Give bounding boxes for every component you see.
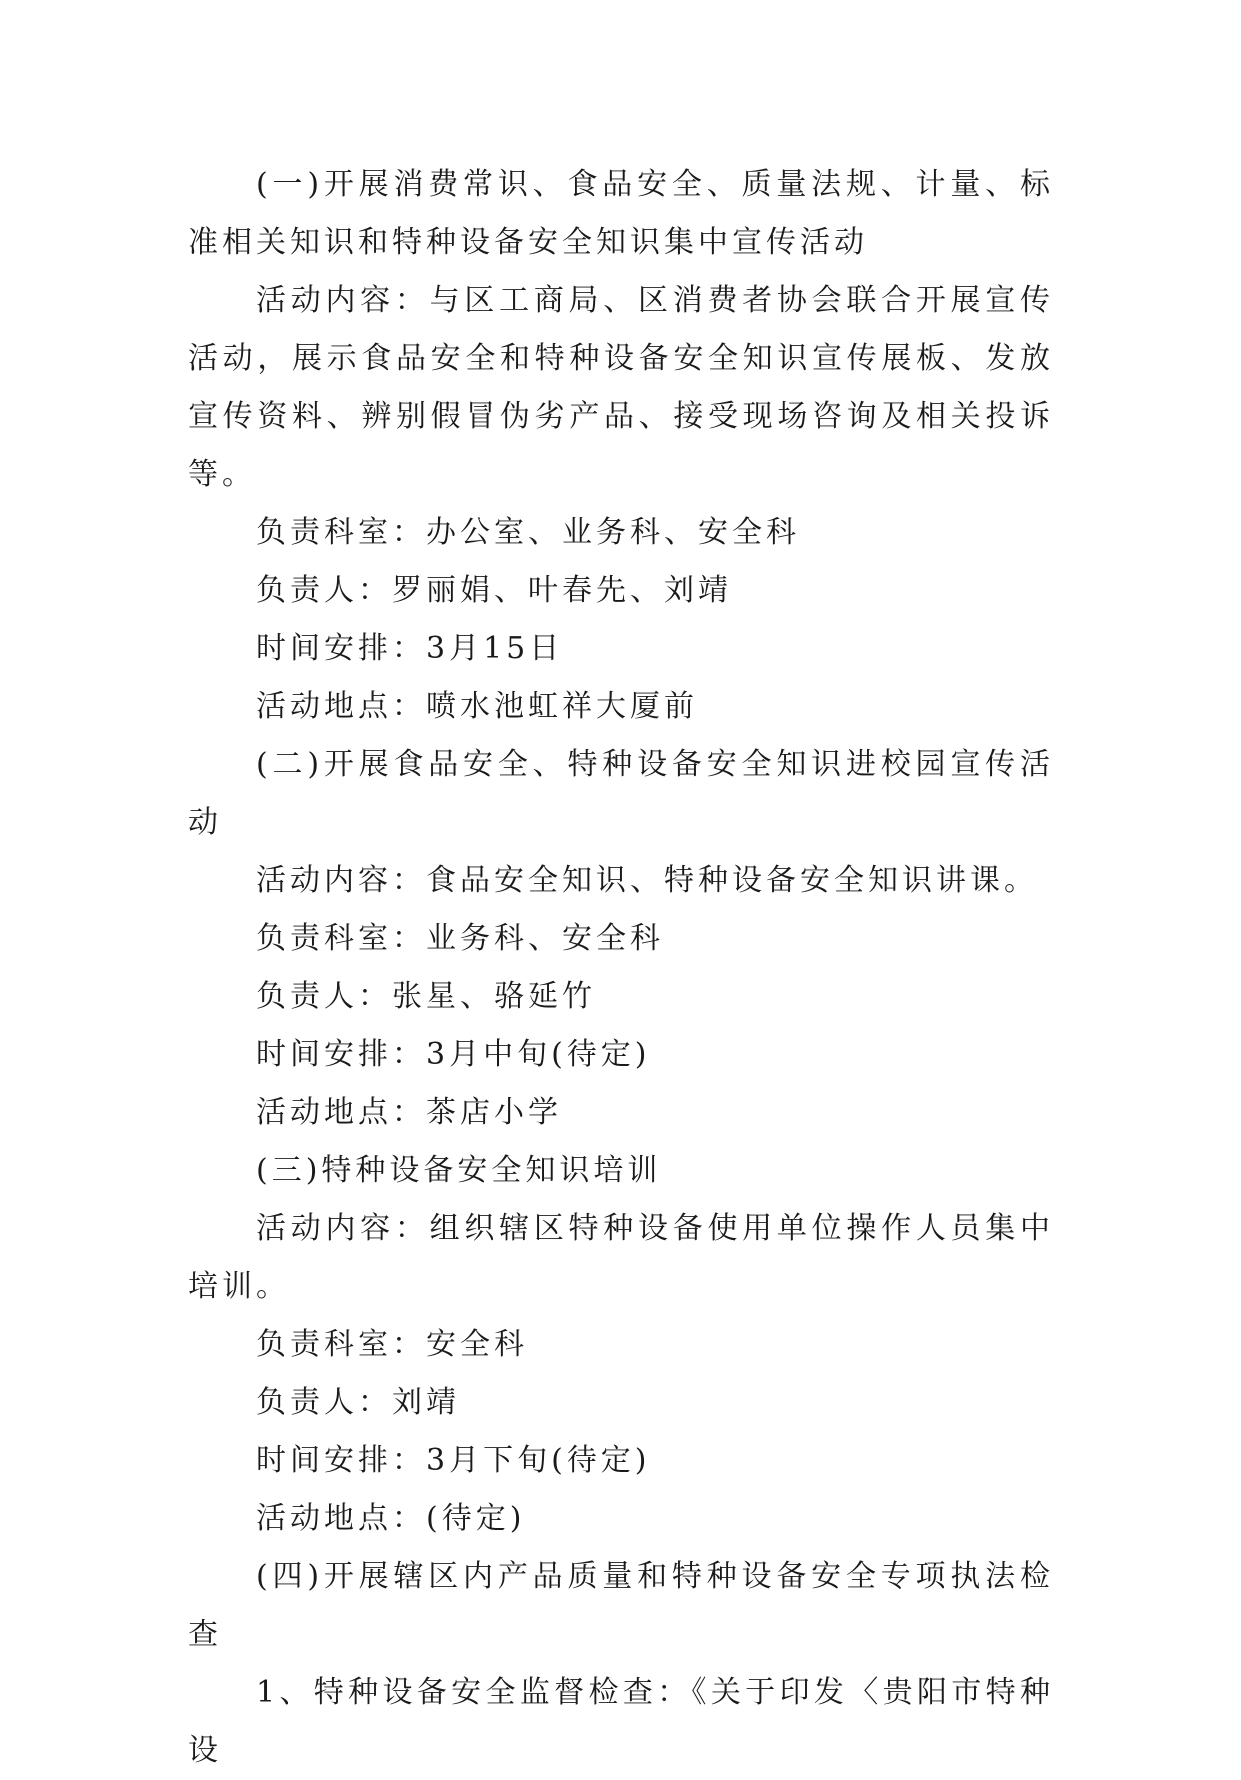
- responsible-person-3: 负责人：刘靖: [256, 1385, 460, 1420]
- section-heading-3: (三)特种设备安全知识培训: [256, 1153, 662, 1188]
- responsible-office-2: 负责科室：业务科、安全科: [256, 921, 664, 956]
- location-1: 活动地点：喷水池虹祥大厦前: [256, 689, 698, 724]
- document-body: [188, 156, 1054, 1780]
- activity-content-3: 活动内容：组织辖区特种设备使用单位操作人员集中培训。: [188, 1211, 1054, 1304]
- schedule-1: 时间安排：3月15日: [256, 631, 564, 666]
- section-heading-1: (一)开展消费常识、食品安全、质量法规、计量、标准相关知识和特种设备安全知识集中宣传活动: [188, 167, 1054, 260]
- responsible-office-3: 负责科室：安全科: [256, 1327, 528, 1362]
- responsible-office-1: 负责科室：办公室、业务科、安全科: [256, 515, 800, 550]
- location-2: 活动地点：茶店小学: [256, 1095, 562, 1130]
- section-heading-2: (二)开展食品安全、特种设备安全知识进校园宣传活动: [188, 747, 1054, 840]
- schedule-3: 时间安排：3月下旬(待定): [256, 1443, 651, 1478]
- section-heading-4: (四)开展辖区内产品质量和特种设备安全专项执法检查: [188, 1559, 1054, 1652]
- location-3: 活动地点：(待定): [256, 1501, 526, 1536]
- inspection-item-1: 1、特种设备安全监督检查：《关于印发〈贵阳市特种设: [188, 1675, 1054, 1768]
- activity-content-1: 活动内容：与区工商局、区消费者协会联合开展宣传活动，展示食品安全和特种设备安全知识宣传展板、发放宣传资料、辨别假冒伪劣产品、接受现场咨询及相关投诉等。: [188, 283, 1054, 492]
- activity-content-2: 活动内容：食品安全知识、特种设备安全知识讲课。: [256, 863, 1038, 898]
- responsible-person-1: 负责人：罗丽娟、叶春先、刘靖: [256, 573, 732, 608]
- schedule-2: 时间安排：3月中旬(待定): [256, 1037, 651, 1072]
- responsible-person-2: 负责人：张星、骆延竹: [256, 979, 596, 1014]
